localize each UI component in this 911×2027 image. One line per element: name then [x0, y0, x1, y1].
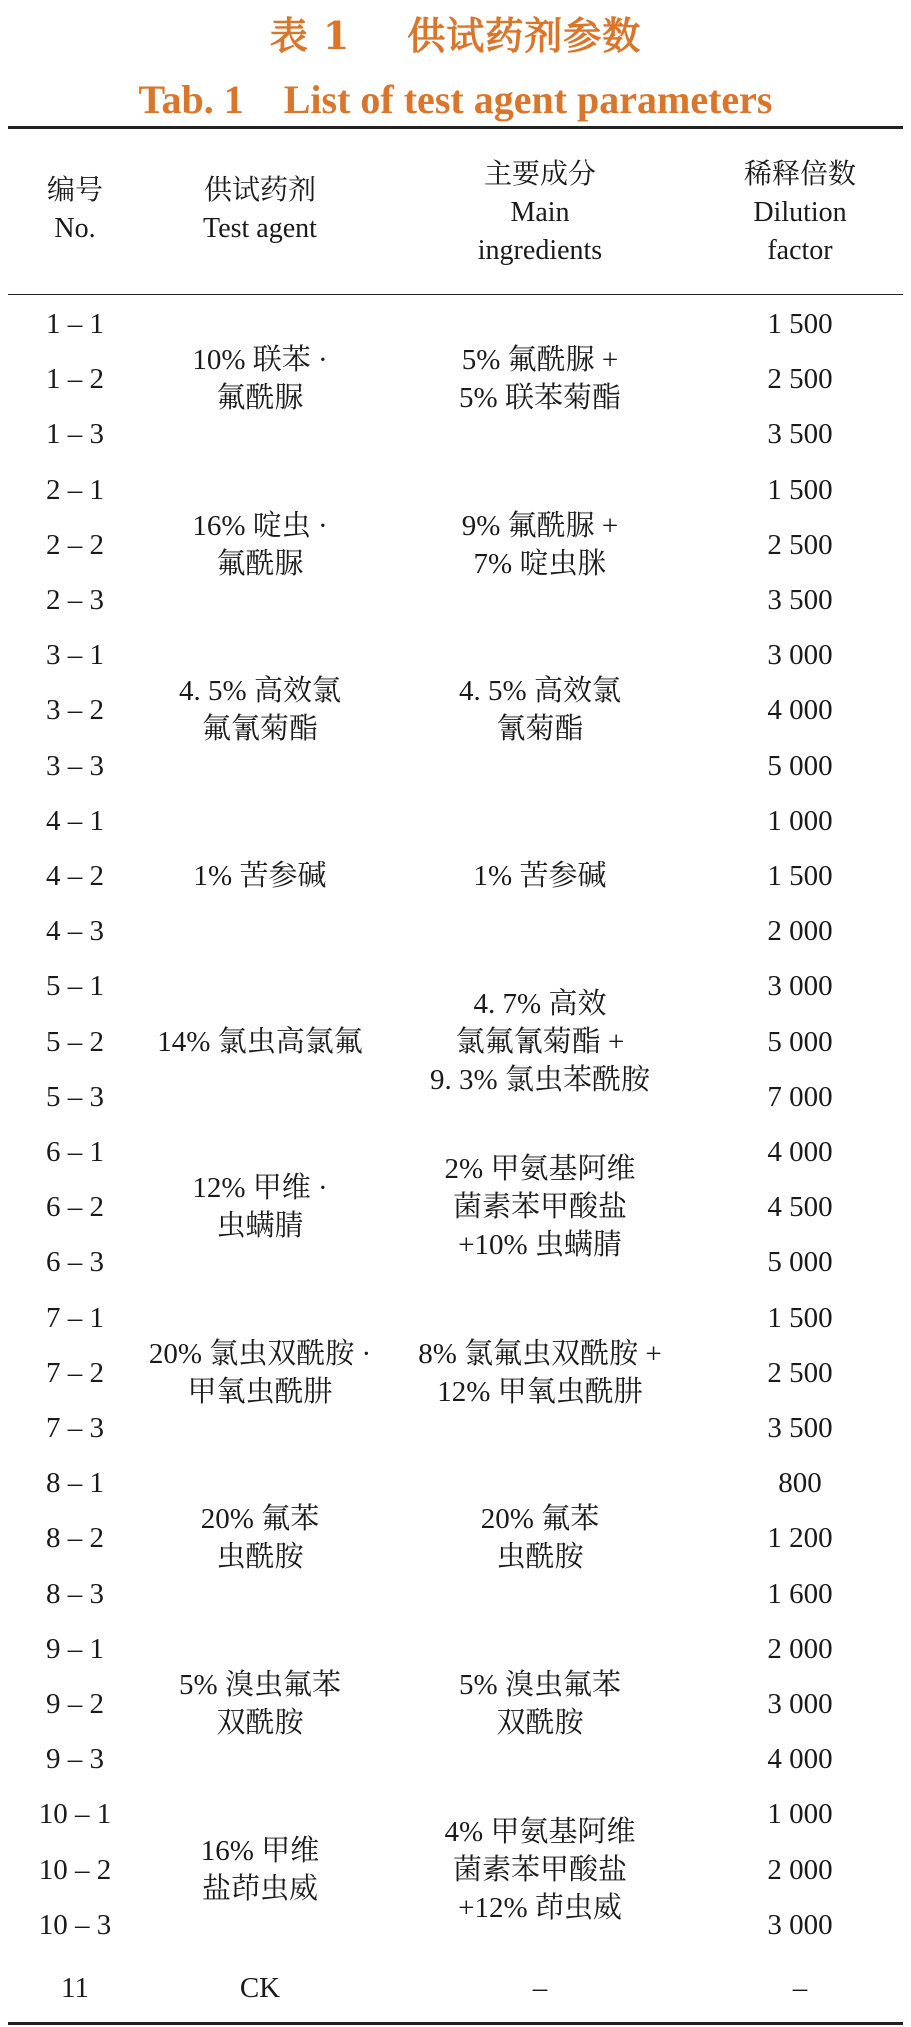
main-ingredients-line: 20% 氟苯 — [480, 1503, 600, 1536]
dilution-factor: 2 000 — [767, 1853, 833, 1886]
main-ingredients-line: 9% 氟酰脲 + — [461, 509, 619, 542]
header-agent-cn: 供试药剂 — [203, 175, 316, 206]
row-number: 9 – 2 — [46, 1688, 104, 1720]
row-number: 8 – 1 — [46, 1467, 104, 1500]
main-ingredients — [380, 1500, 700, 1576]
row-number: 10 – 1 — [38, 1798, 112, 1831]
dilution-factor: 5 000 — [767, 1246, 833, 1279]
test-agent-line: 氟酰脲 — [216, 382, 304, 415]
main-ingredients-line: 4. 5% 高效氯 — [459, 675, 621, 708]
main-ingredients — [380, 1335, 700, 1411]
dilution-factor: 7 000 — [767, 1080, 833, 1113]
test-agent — [115, 672, 405, 748]
test-agent — [115, 1500, 405, 1576]
test-agent-line: 5% 溴虫氟苯 — [179, 1669, 341, 1701]
dilution-factor: 1 000 — [767, 1798, 833, 1831]
dilution-factor: 1 000 — [767, 804, 833, 837]
dilution-factor: 3 000 — [767, 1908, 833, 1941]
dilution-factor: 1 500 — [767, 1301, 833, 1334]
main-ingredients — [380, 341, 700, 417]
main-ingredients — [380, 1150, 700, 1264]
main-ingredients-line: 双酰胺 — [496, 1707, 584, 1739]
row-number: 5 – 1 — [46, 970, 104, 1003]
test-agent-line: 16% 啶虫 · — [192, 509, 328, 542]
row-number: 2 – 3 — [46, 584, 104, 616]
row-number: 4 – 1 — [46, 804, 104, 837]
dilution-factor: 1 600 — [767, 1577, 833, 1610]
dilution-factor: 4 000 — [767, 1136, 833, 1168]
test-agent-line: 氟氰菊酯 — [201, 713, 318, 746]
dilution-factor: 800 — [778, 1467, 822, 1500]
main-ingredients — [380, 1666, 700, 1742]
row-number: 6 – 2 — [46, 1191, 104, 1224]
test-agent-line: 10% 联苯 · — [192, 344, 328, 377]
header-ingredients-en1: Main — [510, 197, 570, 228]
main-ingredients-line: 5% 联苯菊酯 — [459, 382, 621, 415]
main-ingredients — [380, 857, 700, 895]
test-agent — [115, 507, 405, 583]
main-ingredients-line: 1% 苦参碱 — [473, 860, 607, 892]
dilution-factor: – — [792, 1972, 808, 2004]
row-number: 4 – 3 — [46, 915, 104, 948]
dilution-factor: 2 000 — [767, 1632, 833, 1665]
test-agent — [115, 1666, 405, 1742]
dilution-factor: 1 200 — [767, 1522, 833, 1555]
test-agent-line: CK — [239, 1972, 281, 2004]
row-number: 10 – 3 — [38, 1908, 112, 1941]
row-number: 8 – 2 — [46, 1522, 104, 1555]
test-agent — [115, 1023, 405, 1061]
header-ingredients-en2: ingredients — [477, 235, 603, 266]
row-number: 8 – 3 — [46, 1577, 104, 1610]
test-agent-line: 4. 5% 高效氯 — [179, 675, 341, 708]
row-number: 3 – 1 — [46, 639, 104, 672]
row-number: 9 – 3 — [46, 1743, 104, 1776]
dilution-factor: 3 500 — [767, 584, 833, 616]
row-number: 4 – 2 — [46, 860, 104, 892]
header-no-cn: 编号 — [46, 175, 103, 206]
row-number: 1 – 2 — [46, 363, 104, 396]
test-agent — [115, 1169, 405, 1245]
test-agent-line: 1% 苦参碱 — [193, 860, 327, 892]
dilution-factor: 5 000 — [767, 749, 833, 782]
dilution-factor: 3 000 — [767, 1688, 833, 1720]
row-number: 6 – 3 — [46, 1246, 104, 1279]
row-number: 9 – 1 — [46, 1632, 104, 1665]
dilution-factor: 2 000 — [767, 915, 833, 948]
header-dilution-en2: factor — [767, 235, 833, 266]
row-number: 3 – 3 — [46, 749, 104, 782]
main-ingredients-line: +12% 茚虫威 — [458, 1891, 622, 1924]
main-ingredients-line: 虫酰胺 — [496, 1541, 584, 1574]
row-number: 7 – 2 — [46, 1356, 104, 1389]
header-agent — [115, 172, 405, 248]
test-agent-line: 虫酰胺 — [216, 1541, 304, 1574]
main-ingredients-line: 5% 溴虫氟苯 — [459, 1669, 621, 1701]
main-ingredients-line: – — [532, 1972, 548, 2004]
test-agent-line: 20% 氯虫双酰胺 · — [148, 1337, 372, 1370]
dilution-factor: 1 500 — [767, 860, 833, 892]
dilution-factor: 1 500 — [767, 473, 833, 506]
row-number: 5 – 3 — [46, 1080, 104, 1113]
test-agent-line: 甲氧虫酰肼 — [187, 1375, 333, 1408]
dilution-factor: 4 500 — [767, 1191, 833, 1224]
dilution-factor: 4 000 — [767, 1743, 833, 1776]
test-agent-line: 14% 氯虫高氯氟 — [157, 1025, 363, 1058]
row-number: 2 – 1 — [46, 473, 104, 506]
dilution-factor: 3 500 — [767, 418, 833, 451]
test-agent-line: 16% 甲维 — [200, 1834, 320, 1867]
header-no-en: No. — [54, 213, 96, 244]
dilution-factor: 2 500 — [767, 1356, 833, 1389]
dilution-factor: 3 500 — [767, 1412, 833, 1444]
dilution-factor: 4 000 — [767, 694, 833, 727]
main-ingredients-line: 2% 甲氨基阿维 — [444, 1153, 636, 1186]
top-rule — [8, 126, 903, 129]
row-number: 1 – 1 — [46, 308, 104, 340]
main-ingredients-line: 12% 甲氧虫酰肼 — [437, 1375, 643, 1408]
main-ingredients-line: 8% 氯氟虫双酰胺 + — [418, 1337, 662, 1370]
bottom-rule — [8, 2022, 903, 2025]
table-title-cn: 表 1 供试药剂参数 — [269, 13, 642, 58]
row-number: 11 — [61, 1972, 89, 2004]
main-ingredients-line: 5% 氟酰脲 + — [461, 344, 619, 377]
test-agent — [115, 1832, 405, 1908]
row-number: 5 – 2 — [46, 1025, 104, 1058]
test-agent-line: 20% 氟苯 — [200, 1503, 320, 1536]
dilution-factor: 3 000 — [767, 639, 833, 672]
test-agent — [115, 1335, 405, 1411]
test-agent — [115, 341, 405, 417]
header-ingredients — [380, 156, 700, 270]
test-agent-line: 虫螨腈 — [216, 1210, 304, 1243]
row-number: 1 – 3 — [46, 418, 104, 451]
main-ingredients-line: 菌素苯甲酸盐 — [452, 1853, 627, 1886]
test-agent-line: 盐茚虫威 — [201, 1872, 318, 1905]
main-ingredients-line: 4. 7% 高效 — [473, 987, 607, 1020]
header-agent-en: Test agent — [203, 213, 317, 244]
test-agent — [115, 1969, 405, 2007]
main-ingredients-line: 4% 甲氨基阿维 — [444, 1815, 636, 1848]
main-ingredients-line: +10% 虫螨腈 — [458, 1229, 622, 1262]
main-ingredients-line: 7% 啶虫脒 — [473, 547, 607, 580]
main-ingredients — [380, 985, 700, 1099]
dilution-factor: 5 000 — [767, 1025, 833, 1058]
row-number: 6 – 1 — [46, 1136, 104, 1168]
main-ingredients-line: 氯氟氰菊酯 + — [455, 1025, 625, 1058]
main-ingredients — [380, 507, 700, 583]
dilution-factor: 3 000 — [767, 970, 833, 1003]
test-agent-line: 双酰胺 — [216, 1707, 304, 1739]
dilution-factor: 2 500 — [767, 363, 833, 396]
row-number: 10 – 2 — [38, 1853, 112, 1886]
header-dilution-en1: Dilution — [753, 197, 847, 228]
header-ingredients-cn: 主要成分 — [483, 159, 596, 190]
test-agent — [115, 857, 405, 895]
main-ingredients — [380, 672, 700, 748]
dilution-factor: 1 500 — [767, 308, 833, 340]
row-number: 2 – 2 — [46, 528, 104, 561]
test-agent-line: 12% 甲维 · — [192, 1172, 328, 1205]
main-ingredients — [380, 1969, 700, 2007]
main-ingredients-line: 氰菊酯 — [496, 713, 584, 746]
header-dilution — [700, 156, 900, 270]
dilution-factor: 2 500 — [767, 528, 833, 561]
main-ingredients — [380, 1813, 700, 1927]
row-number: 7 – 1 — [46, 1301, 104, 1334]
row-number: 3 – 2 — [46, 694, 104, 727]
header-rule — [8, 294, 903, 295]
header-dilution-cn: 稀释倍数 — [743, 159, 856, 190]
table-title-en: Tab. 1 List of test agent parameters — [138, 77, 773, 122]
test-agent-line: 氟酰脲 — [216, 547, 304, 580]
main-ingredients-line: 菌素苯甲酸盐 — [452, 1191, 627, 1224]
row-number: 7 – 3 — [46, 1412, 104, 1444]
main-ingredients-line: 9. 3% 氯虫苯酰胺 — [430, 1063, 650, 1096]
